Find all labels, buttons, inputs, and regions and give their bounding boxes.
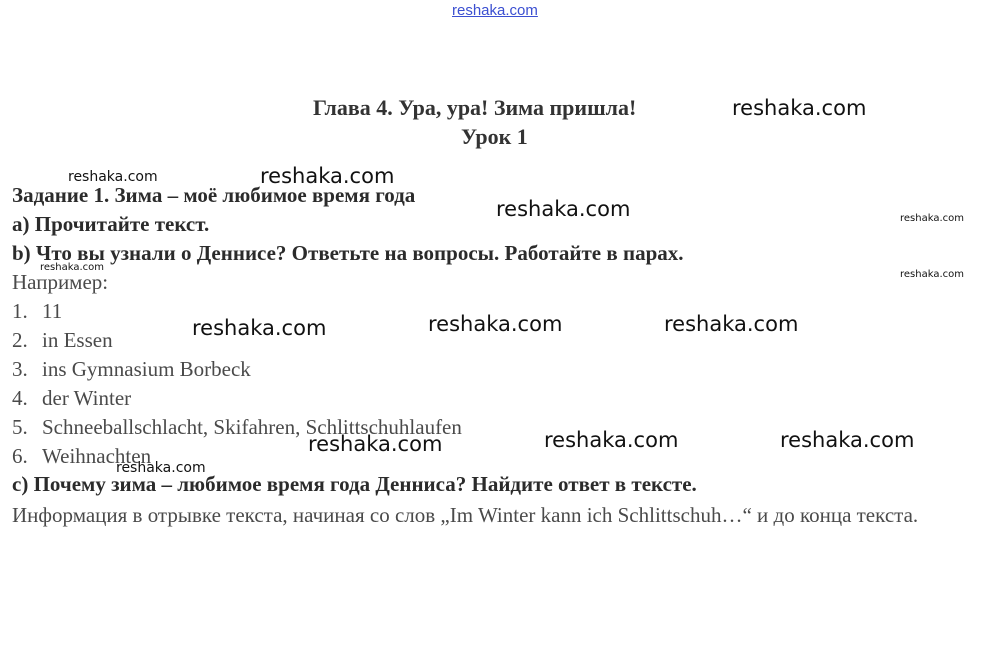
watermark: reshaka.com <box>192 316 327 340</box>
list-item <box>12 355 251 383</box>
list-item-text: ins Gymnasium Borbeck <box>42 357 251 381</box>
watermark: reshaka.com <box>116 460 206 476</box>
example-label: Например: <box>12 270 109 294</box>
part-c-answer: Информация в отрывке текста, начиная со слов „Im Winter kann ich Schlittschuh…“ и до конца текста. <box>12 503 919 527</box>
watermark: reshaka.com <box>260 164 395 188</box>
list-item-number: 4. <box>12 386 28 410</box>
part-a-instruction: а) Прочитайте текст. <box>12 212 210 236</box>
list-item <box>12 384 131 412</box>
chapter-title: Глава 4. Ура, ура! Зима пришла! <box>313 95 637 120</box>
watermark: reshaka.com <box>496 197 631 221</box>
watermark: reshaka.com <box>900 213 964 224</box>
watermark: reshaka.com <box>308 432 443 456</box>
list-item-number: 2. <box>12 328 28 352</box>
watermark: reshaka.com <box>780 428 915 452</box>
list-item-number: 6. <box>12 444 28 468</box>
part-c-instruction: с) Почему зима – любимое время года Денниса? Найдите ответ в тексте. <box>12 472 697 496</box>
list-item-text: 11 <box>42 299 63 323</box>
watermark: reshaka.com <box>544 428 679 452</box>
task-title: Задание 1. Зима – моё любимое время года <box>12 183 416 207</box>
watermark: reshaka.com <box>40 262 104 273</box>
watermark: reshaka.com <box>428 312 563 336</box>
list-item-number: 3. <box>12 357 28 381</box>
list-item-text: in Essen <box>42 328 113 352</box>
site-link[interactable]: reshaka.com <box>452 2 538 19</box>
watermark: reshaka.com <box>900 269 964 280</box>
part-b-instruction: b) Что вы узнали о Деннисе? Ответьте на вопросы. Работайте в парах. <box>12 241 684 265</box>
list-item-text: Schneeballschlacht, Skifahren, Schlittschuhlaufen <box>42 415 462 439</box>
list-item-text: der Winter <box>42 386 132 410</box>
list-item <box>12 297 62 325</box>
watermark: reshaka.com <box>68 169 158 185</box>
list-item-number: 5. <box>12 415 28 439</box>
watermark: reshaka.com <box>664 312 799 336</box>
list-item <box>12 326 113 354</box>
lesson-title: Урок 1 <box>461 124 528 149</box>
watermark: reshaka.com <box>732 96 867 120</box>
list-item-text: Weihnachten <box>42 444 152 468</box>
list-item-number: 1. <box>12 299 28 323</box>
